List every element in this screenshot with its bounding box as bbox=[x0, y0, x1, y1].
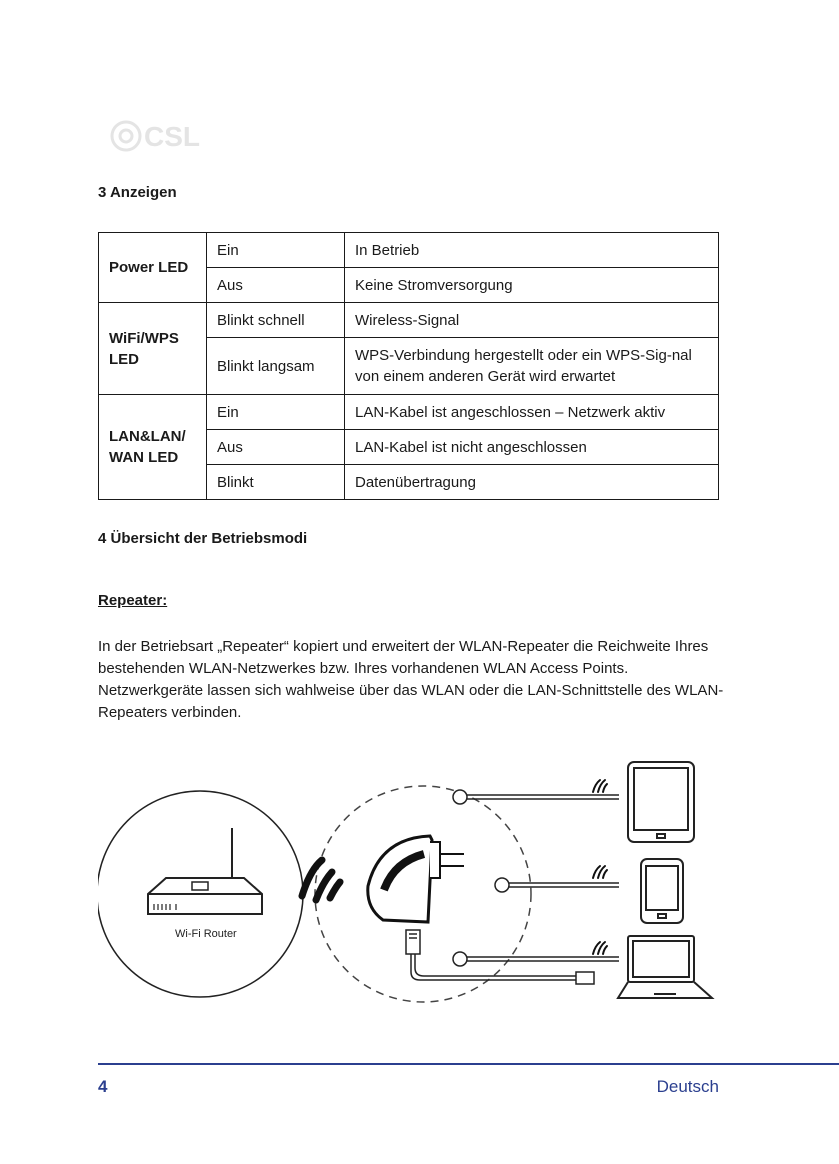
led-meaning: In Betrieb bbox=[345, 233, 719, 268]
led-meaning: Wireless-Signal bbox=[345, 303, 719, 338]
repeater-heading: Repeater: bbox=[98, 592, 168, 609]
section-3-heading: 3 Anzeigen bbox=[98, 184, 177, 201]
wifi-signal-icon bbox=[593, 780, 607, 954]
page-number: 4 bbox=[98, 1077, 108, 1096]
smartphone-icon bbox=[641, 859, 683, 923]
wireless-waves-icon bbox=[302, 860, 340, 900]
table-row bbox=[99, 303, 719, 338]
led-state: Ein bbox=[207, 395, 345, 430]
led-state: Aus bbox=[207, 430, 345, 465]
table-row bbox=[99, 233, 719, 268]
led-meaning: WPS-Verbindung hergestellt oder ein WPS-Sig-nal von einem anderen Gerät wird erwartet bbox=[345, 338, 719, 395]
router-icon bbox=[148, 828, 262, 914]
led-state: Blinkt langsam bbox=[207, 338, 345, 395]
footer-rule bbox=[98, 1063, 839, 1065]
led-meaning: Keine Stromversorgung bbox=[345, 268, 719, 303]
led-group-wifi-wps: WiFi/WPS LED bbox=[99, 303, 207, 395]
led-table bbox=[98, 232, 719, 500]
tablet-icon bbox=[628, 762, 694, 842]
led-state: Ein bbox=[207, 233, 345, 268]
led-group-lan-wan: LAN&LAN/ WAN LED bbox=[99, 395, 207, 500]
language-label: Deutsch bbox=[656, 1077, 719, 1096]
led-meaning: LAN-Kabel ist nicht angeschlossen bbox=[345, 430, 719, 465]
repeater-diagram bbox=[98, 758, 728, 1018]
led-state: Aus bbox=[207, 268, 345, 303]
router-label: Wi-Fi Router bbox=[175, 928, 237, 940]
connection-lines bbox=[453, 790, 619, 966]
led-group-power: Power LED bbox=[99, 233, 207, 303]
led-meaning: Datenübertragung bbox=[345, 465, 719, 500]
csl-logo bbox=[104, 112, 214, 160]
laptop-icon bbox=[618, 936, 712, 998]
repeater-device-icon bbox=[368, 836, 464, 922]
svg-text:CSL: CSL bbox=[144, 121, 200, 152]
led-state: Blinkt bbox=[207, 465, 345, 500]
section-4-heading: 4 Übersicht der Betriebsmodi bbox=[98, 530, 308, 547]
table-row bbox=[99, 395, 719, 430]
led-meaning: LAN-Kabel ist angeschlossen – Netzwerk aktiv bbox=[345, 395, 719, 430]
repeater-description: In der Betriebsart „Repeater“ kopiert und erweitert der WLAN-Repeater die Reichweite Ihres bestehenden WLAN-Netzwerkes bzw. Ihres vorhandenen WLAN Access Points. Netzwerkgeräte lassen sich wahlweise über das WLAN oder die LAN-Schnittstelle des WLAN-Repeaters verbinden. bbox=[98, 638, 724, 721]
led-state: Blinkt schnell bbox=[207, 303, 345, 338]
